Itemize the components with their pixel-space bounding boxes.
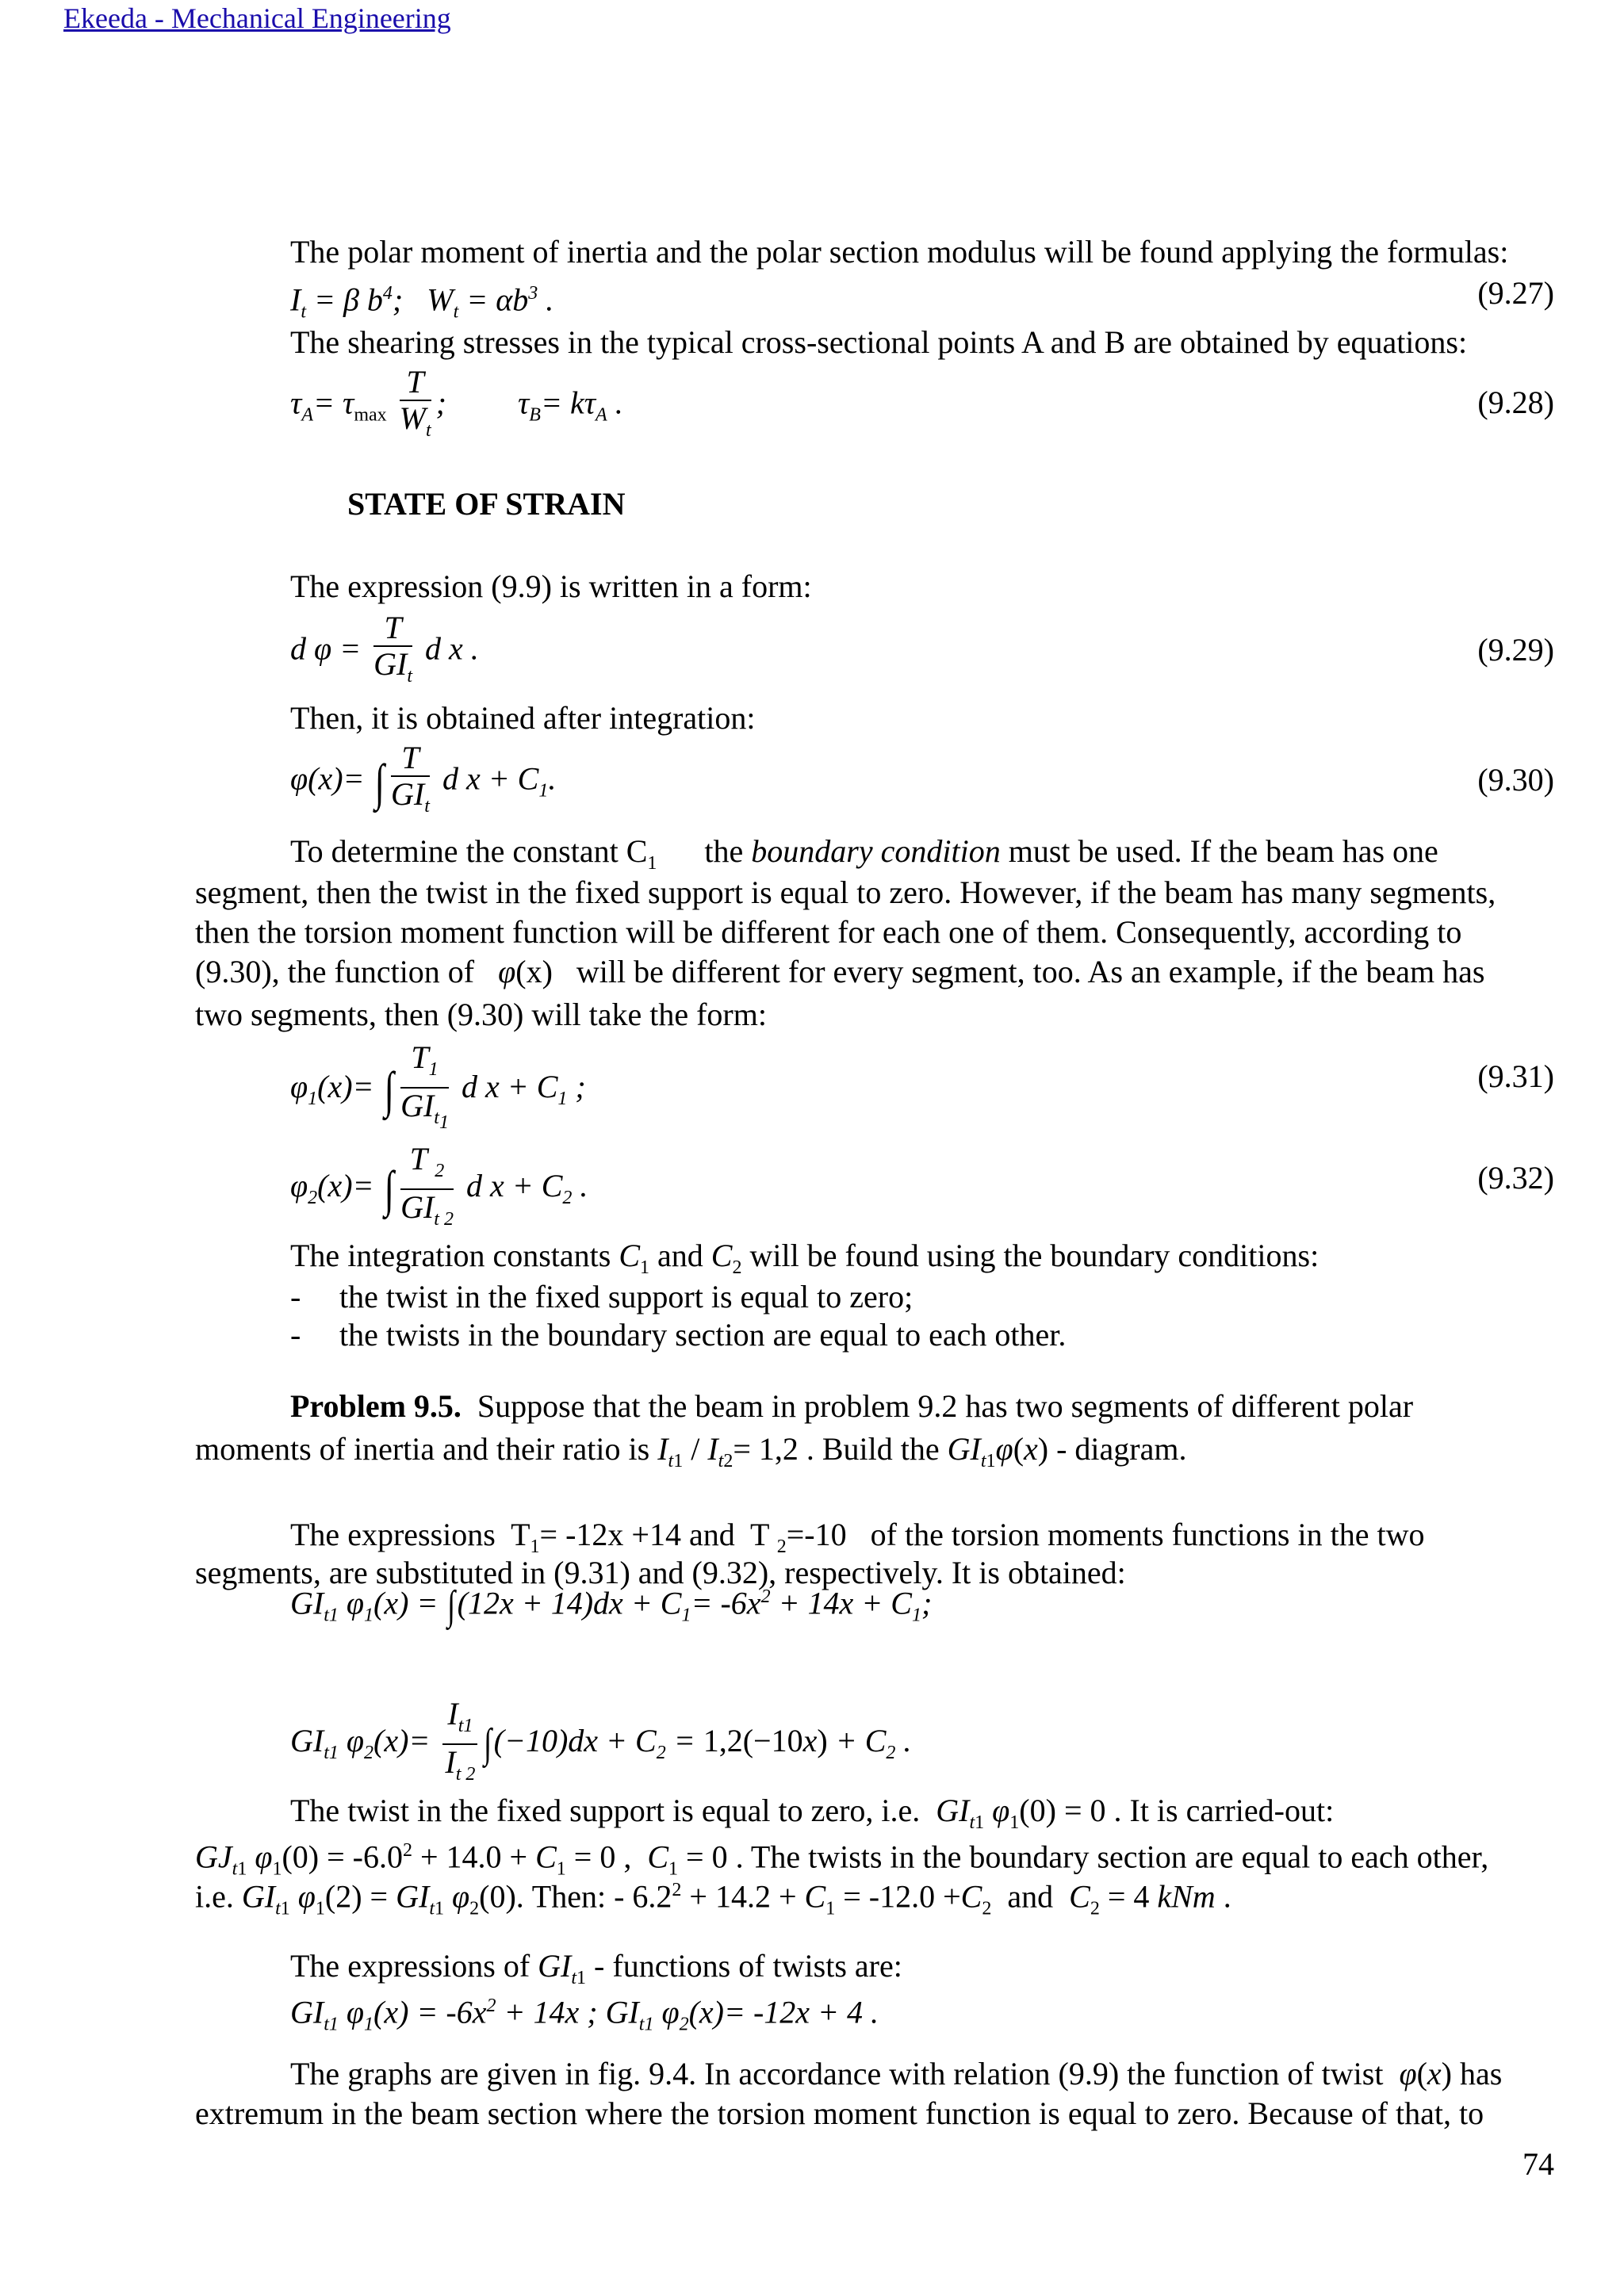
equation-9-32: $\varphi_2(x)=$ ∫ $\frac{T _2}{GI_{t 2}}$ d $x + C_2$ . (290, 1141, 588, 1230)
paragraph-5-line-4: (9.30), the function of φ(x) will be different for every segment, too. As an example, if the beam has (195, 954, 1485, 989)
paragraph-5-line-1: To determine the constant $C_1$ the boundary condition must be used. If the beam has one (290, 833, 1438, 874)
equation-gi-phi1: $GI_{t1}$ $\varphi_1(x) = \int(12x + 14)dx + C_1= -6x^2 + 14x + C_1$; (290, 1583, 933, 1629)
paragraph-5-line-5: two segments, then (9.30) will take the form: (195, 997, 767, 1032)
bullet-item-1: the twist in the fixed support is equal to zero; (339, 1279, 914, 1314)
paragraph-2: The shearing stresses in the typical cross-sectional points A and B are obtained by equations: (290, 324, 1468, 360)
equation-number-9-27: (9.27) (1477, 275, 1554, 311)
bullet-dash-2: - (290, 1317, 301, 1353)
paragraph-8-line-2: $GJ_{t1}$ $\varphi_1(0) = -6.0^2 + 14.0 + C_1 = 0$ , $C_1 = 0$ . The twists in the boundary section are equal to each other, (195, 1839, 1489, 1880)
paragraph-4: Then, it is obtained after integration: (290, 700, 756, 736)
equation-9-28: $\tau_A= \tau_{max}$ $\frac{T}{W_t}$ ; $\tau_B= k\tau_A$ . (290, 364, 623, 441)
bullet-dash-1: - (290, 1279, 301, 1314)
equation-gi-phi2: $GI_{t1}$ $\varphi_2(x)=$ $\frac{I_{t1}}{I_{t 2}}$ $\int(-10)dx + C_2 = 1,2(-10x) + C_2$ . (290, 1696, 912, 1785)
equation-9-31: $\varphi_1(x)=$ ∫ $\frac{T_1}{GI_{t_1}}$ d $x + C_1$ ; (290, 1039, 586, 1133)
page-number: 74 (1522, 2146, 1554, 2182)
equation-number-9-31: (9.31) (1477, 1058, 1554, 1094)
paragraph-5-line-2: segment, then the twist in the fixed support is equal to zero. However, if the beam has many segments, (195, 874, 1496, 910)
paragraph-10-line-2: extremum in the beam section where the torsion moment function is equal to zero. Because of that, to (195, 2095, 1484, 2131)
equation-number-9-30: (9.30) (1477, 762, 1554, 798)
section-heading: STATE OF STRAIN (347, 486, 626, 522)
problem-line-1: Problem 9.5. Suppose that the beam in problem 9.2 has two segments of different polar (290, 1388, 1414, 1424)
paragraph-7-line-2: segments, are substituted in (9.31) and (9.32), respectively. It is obtained: (195, 1555, 1126, 1590)
equation-9-29: d φ = $\frac{T}{GI_t}$ d x . (290, 610, 479, 687)
paragraph-5-line-3: then the torsion moment function will be different for each one of them. Consequently, according to (195, 914, 1462, 950)
paragraph-9: The expressions of $GI_{t1}$ - functions of twists are: (290, 1948, 902, 1988)
equation-9-27: $I_t = \beta$ $b^4$; $W_t = \alpha b^3$ . (290, 281, 554, 323)
equation-number-9-28: (9.28) (1477, 385, 1554, 420)
problem-line-2: moments of inertia and their ratio is $I_{t1} / I_{t2}= 1,2$ . Build the $GI_{t1}\varphi(x)$ - diagram. (195, 1431, 1187, 1471)
equation-number-9-29: (9.29) (1477, 632, 1554, 668)
bullet-item-2: the twists in the boundary section are equal to each other. (339, 1317, 1067, 1353)
paragraph-10-line-1: The graphs are given in fig. 9.4. In accordance with relation (9.9) the function of twist φ(x) has (290, 2056, 1503, 2091)
paragraph-7-line-1: The expressions $T_1= -12x +14$ and T $_2$=-10 of the torsion moments functions in the two (290, 1517, 1425, 1557)
equation-twist-functions: $GI_{t1}$ $\varphi_1(x) = -6x^2 + 14x$ ; $GI_{t1}$ $\varphi_2(x)= -12x + 4$ . (290, 1994, 879, 2035)
paragraph-8-line-3: i.e. $GI_{t1}$ $\varphi_1(2) = GI_{t1}$ $\varphi_2(0)$. Then: - $6.2^2 + 14.2 + C_1 = -12.0 +C_2$ and $C_2 = 4$ kNm . (195, 1878, 1231, 1919)
paragraph-6: The integration constants $C_1$ and $C_2$ will be found using the boundary conditions: (290, 1238, 1320, 1278)
header-link[interactable]: Ekeeda - Mechanical Engineering (63, 2, 451, 34)
paragraph-8-line-1: The twist in the fixed support is equal to zero, i.e. $GI_{t1}$ $\varphi_1(0) = 0$ . It is carried-out: (290, 1793, 1335, 1833)
equation-9-30: φ(x)= ∫ $\frac{T}{GI_t}$ d $x + C_1$. (290, 740, 557, 817)
equation-number-9-32: (9.32) (1477, 1160, 1554, 1196)
paragraph-3: The expression (9.9) is written in a form: (290, 568, 812, 604)
paragraph-1: The polar moment of inertia and the polar section modulus will be found applying the formulas: (290, 234, 1509, 270)
